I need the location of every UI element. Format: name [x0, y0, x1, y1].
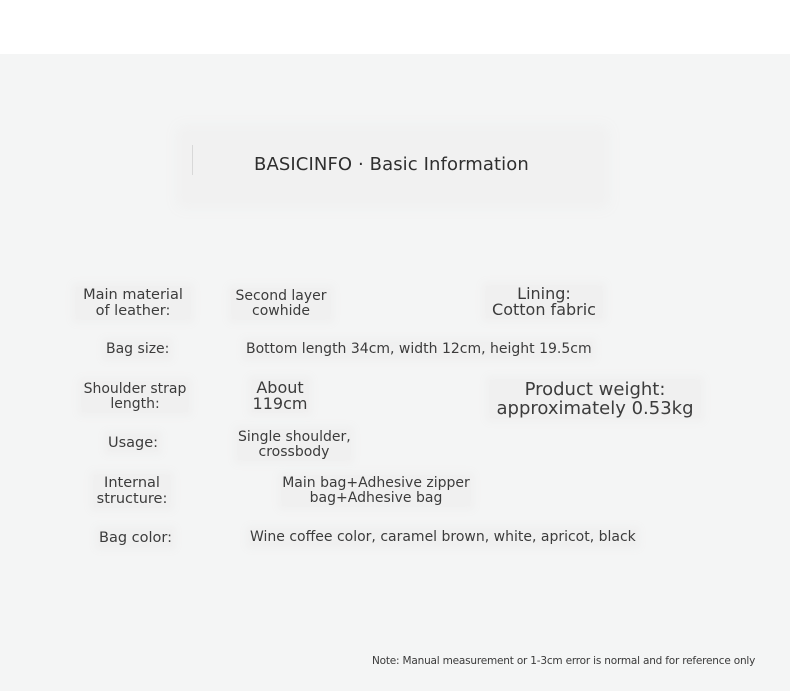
usage-value-line-2: crossbody — [258, 444, 330, 460]
usage-label: Usage: — [108, 435, 159, 451]
lining-value: Cotton fabric — [492, 300, 596, 319]
section-title: BASICINFO · Basic Information — [254, 154, 529, 175]
material-value-line-1: Second layer — [235, 288, 327, 304]
size-label: Bag size: — [106, 341, 170, 357]
strap-value-line-2: 119cm — [252, 394, 308, 413]
structure-label-line-2: structure: — [96, 491, 168, 507]
lining-label: Lining: — [517, 284, 571, 303]
lining-info — [486, 286, 602, 318]
usage-value — [238, 430, 350, 460]
title-marker — [192, 145, 193, 175]
material-label-line-2: of leather: — [95, 303, 171, 319]
color-value: Wine coffee color, caramel brown, white, apricot, black — [250, 529, 636, 545]
material-label — [76, 287, 190, 319]
material-value-line-2: cowhide — [252, 303, 310, 319]
strap-label — [82, 382, 188, 412]
measurement-note: Note: Manual measurement or 1-3cm error is normal and for reference only — [372, 655, 756, 667]
weight-info — [490, 380, 700, 418]
material-label-line-1: Main material — [83, 287, 183, 303]
structure-value-line-2: bag+Adhesive bag — [309, 490, 443, 506]
material-value — [232, 289, 330, 319]
strap-label-line-2: length: — [110, 396, 160, 412]
structure-value-line-1: Main bag+Adhesive zipper — [282, 475, 470, 491]
structure-value — [282, 476, 470, 506]
structure-label — [94, 475, 170, 507]
strap-label-line-1: Shoulder strap — [83, 381, 187, 397]
strap-value — [252, 380, 308, 412]
color-label: Bag color: — [99, 530, 172, 546]
structure-label-line-1: Internal — [104, 475, 160, 491]
top-white-band — [0, 0, 790, 54]
strap-value-line-1: About — [256, 378, 304, 397]
weight-label: Product weight: — [524, 379, 666, 400]
size-value: Bottom length 34cm, width 12cm, height 19.5cm — [246, 341, 592, 357]
weight-value: approximately 0.53kg — [496, 398, 694, 419]
usage-value-line-1: Single shoulder, — [238, 429, 351, 445]
